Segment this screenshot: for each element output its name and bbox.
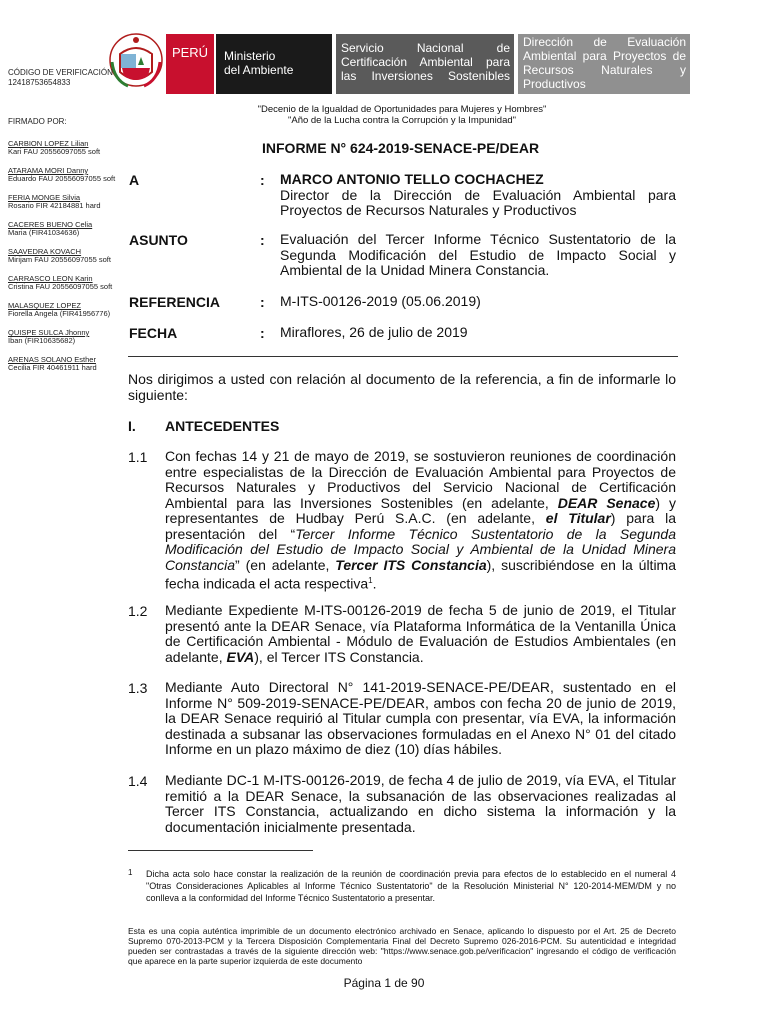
decenio-line: "Decenio de la Igualdad de Oportunidades para Mujeres y Hombres" — [257, 104, 547, 115]
verification-code-value: 12418753654833 — [8, 78, 71, 87]
signer-detail: Iban (FIR10635682) — [8, 336, 76, 345]
signed-by-label: FIRMADO POR: — [8, 117, 67, 126]
dear-line-2: Ambiental para Proyectos de — [523, 49, 686, 63]
signer — [8, 356, 118, 372]
signer-name: CACERES BUENO Celia — [8, 220, 93, 229]
field-a-label: A — [129, 172, 140, 188]
signer-name: FERIA MONGE Silvia — [8, 193, 81, 202]
page-number: Página 1 de 90 — [343, 976, 425, 990]
p2-text-a: Mediante Expediente M-ITS-00126-2019 de fecha 5 de junio de 2019, el Titular presentó ante la DEAR Senace, vía Plataforma Informática de la Ventanilla Única de Certificación Ambiental - Módulo de Evaluación de Estudios Ambientales (en adelante, — [165, 602, 676, 665]
field-referencia-value: M-ITS-00126-2019 (05.06.2019) — [280, 293, 481, 309]
senace-line-1: Servicio Nacional de — [341, 41, 510, 55]
field-fecha-colon: : — [260, 325, 265, 341]
field-referencia-label: REFERENCIA — [129, 294, 221, 310]
signer-name: QUISPE SULCA Jhonny — [8, 328, 90, 337]
signer-detail: Rosario FIR 42184881 hard — [8, 201, 101, 210]
peru-brand-box — [166, 34, 214, 94]
field-asunto-label: ASUNTO — [129, 232, 188, 248]
ministerio-line-1: Ministerio — [224, 49, 276, 63]
signer — [8, 302, 118, 318]
p1-text-c: ) y representantes de Hudbay Perú S.A.C. (en adelante, — [165, 494, 676, 526]
footnote-divider — [128, 850, 313, 851]
signer-name: SAAVEDRA KOVACH — [8, 247, 82, 256]
dear-box — [518, 34, 690, 94]
signer — [8, 275, 118, 291]
report-title: INFORME N° 624-2019-SENACE-PE/DEAR — [262, 140, 540, 156]
p1-study-title: Tercer Informe Técnico Sustentatorio de la Segunda Modificación del Estudio de Impacto Social y Ambiental de la Unidad Minera Constancia — [165, 525, 676, 573]
signer-detail: Kari FAU 20556097055 soft — [8, 147, 101, 156]
field-fecha-value: Miraflores, 26 de julio de 2019 — [280, 324, 468, 340]
paragraph-number: 1.4 — [128, 773, 148, 789]
p1-text-g: ” (en adelante, — [235, 556, 336, 573]
section-title: ANTECEDENTES — [165, 418, 280, 434]
ministerio-box — [216, 34, 332, 94]
p1-tercer-its: Tercer ITS Constancia — [335, 556, 487, 573]
senace-box — [336, 34, 514, 94]
p2-eva: EVA — [226, 648, 255, 665]
paragraph-number: 1.2 — [128, 603, 148, 619]
paragraph-number: 1.3 — [128, 680, 148, 696]
field-a-colon: : — [260, 172, 265, 188]
signer-detail: Fiorella Angela (FIR41956776) — [8, 309, 111, 318]
signer — [8, 248, 118, 264]
field-a-value — [280, 172, 676, 219]
signer-name: ATARAMA MORI Danny — [8, 166, 89, 175]
intro-paragraph: Nos dirigimos a usted con relación al documento de la referencia, a fin de informarle lo siguiente: — [128, 371, 676, 403]
paragraph-1-2 — [165, 603, 676, 665]
dear-line-3: Recursos Naturales y — [523, 63, 686, 77]
p1-text-i: ), suscribiéndose en la última fecha indicada el acta respectiva — [165, 556, 677, 592]
field-asunto-value: Evaluación del Tercer Informe Técnico Sustentatorio de la Segunda Modificación del Estudio de Impacto Social y Ambiental de la Unidad Minera Constancia. — [280, 231, 676, 278]
anio-line: "Año de la Lucha contra la Corrupción y la Impunidad" — [287, 115, 517, 126]
addressee-role: Director de la Dirección de Evaluación Ambiental para Proyectos de Recursos Naturales y Productivos — [280, 186, 676, 218]
signer-name: ARENAS SOLANO Esther — [8, 355, 96, 364]
signers-list — [8, 140, 118, 383]
verification-code — [8, 68, 113, 88]
footnote-ref[interactable]: 1 — [368, 576, 373, 585]
section-number: I. — [128, 418, 136, 434]
signer — [8, 194, 118, 210]
p1-text-e: ) para la presentación del “ — [165, 510, 676, 542]
signer-name: MALASQUEZ LOPEZ — [8, 301, 81, 310]
signer — [8, 329, 118, 345]
senace-line-2: Certificación Ambiental para — [341, 55, 510, 69]
dear-line-1: Dirección de Evaluación — [523, 35, 686, 49]
signer — [8, 140, 118, 156]
footnote-text: Dicha acta solo hace constar la realización de la reunión de coordinación previa para efectos de lo establecido en el numeral 4 "Otras Consideraciones Aplicables al Informe Técnico Sustentatorio" de la Resolución Ministerial N° 120-2014-MEM/DM y no conlleva a la conformidad del Informe Técnico Sustentatorio a presentar. — [146, 869, 676, 903]
signer-detail: Cecilia FIR 40461911 hard — [8, 363, 97, 372]
verification-code-label: CÓDIGO DE VERIFICACIÓN — [8, 68, 113, 77]
signer — [8, 221, 118, 237]
addressee-name: MARCO ANTONIO TELLO COCHACHEZ — [280, 171, 544, 187]
p1-dear-senace: DEAR Senace — [557, 494, 656, 511]
p2-text-c: ), el Tercer ITS Constancia. — [254, 648, 424, 665]
signer-detail: Mirijam FAU 20556097055 soft — [8, 255, 111, 264]
signer-detail: Cristina FAU 20556097055 soft — [8, 282, 113, 291]
header-divider — [128, 356, 678, 357]
field-asunto-colon: : — [260, 232, 265, 248]
footnote-mark: 1 — [128, 868, 133, 877]
ministerio-line-2: del Ambiente — [224, 63, 294, 77]
paragraph-1-3: Mediante Auto Directoral N° 141-2019-SENACE-PE/DEAR, sustentado en el Informe N° 509-2019-SENACE-PE/DEAR, ambos con fecha 20 de junio de 2019, la DEAR Senace requirió al Titular cumpla con presentar, vía EVA, la información destinada a subsanar las observaciones formuladas en el Anexo N° 01 del citado Informe en un plazo máximo de diez (10) días hábiles. — [165, 679, 676, 757]
field-fecha-label: FECHA — [129, 325, 178, 341]
signer-detail: Maria (FIR41034636) — [8, 228, 80, 237]
senace-line-3: las Inversiones Sostenibles — [341, 69, 510, 83]
peru-coat-of-arms-icon — [108, 32, 164, 92]
dear-line-4: Productivos — [523, 77, 586, 91]
p1-text-a: Con fechas 14 y 21 de mayo de 2019, se sostuvieron reuniones de coordinación entre especialistas de la Dirección de Evaluación Ambiental para Proyectos de Recursos Naturales y Productivos del Servicio Nacional de Certificación Ambiental para las Inversiones Sostenibles (en adelante, — [165, 448, 676, 511]
authenticity-notice: Esta es una copia auténtica imprimible de un documento electrónico archivado en Senace, aplicando lo dispuesto por el Art. 25 de Decreto Supremo 070-2013-PCM y la Tercera Disposición Complementaria Final del Decreto Supremo 026-2016-PCM. Su autenticidad e integridad pueden ser contrastadas a través de la siguiente dirección web: "https://www.senace.gob.pe/verificacion" ingresando el código de verificación que aparece en la parte superior izquierda de este documento — [128, 926, 676, 966]
paragraph-number: 1.1 — [128, 449, 148, 465]
signer — [8, 167, 118, 183]
signer-name: CARRASCO LEON Karin — [8, 274, 93, 283]
field-referencia-colon: : — [260, 294, 265, 310]
signer-detail: Eduardo FAU 20556097055 soft — [8, 174, 116, 183]
paragraph-1-4: Mediante DC-1 M-ITS-00126-2019, de fecha 4 de julio de 2019, vía EVA, el Titular remitió a la DEAR Senace, la subsanación de las observaciones realizadas al Tercer ITS Constancia, actualizando en dicho sistema la información y la documentación inicialmente presentada. — [165, 772, 676, 835]
decenio-heading — [130, 104, 674, 126]
p1-text-end: . — [372, 575, 377, 592]
signer-name: CARBION LOPEZ Lilian — [8, 139, 89, 148]
peru-label: PERÚ — [171, 45, 209, 60]
p1-el-titular: el Titular — [545, 510, 611, 526]
paragraph-1-1 — [165, 449, 676, 592]
